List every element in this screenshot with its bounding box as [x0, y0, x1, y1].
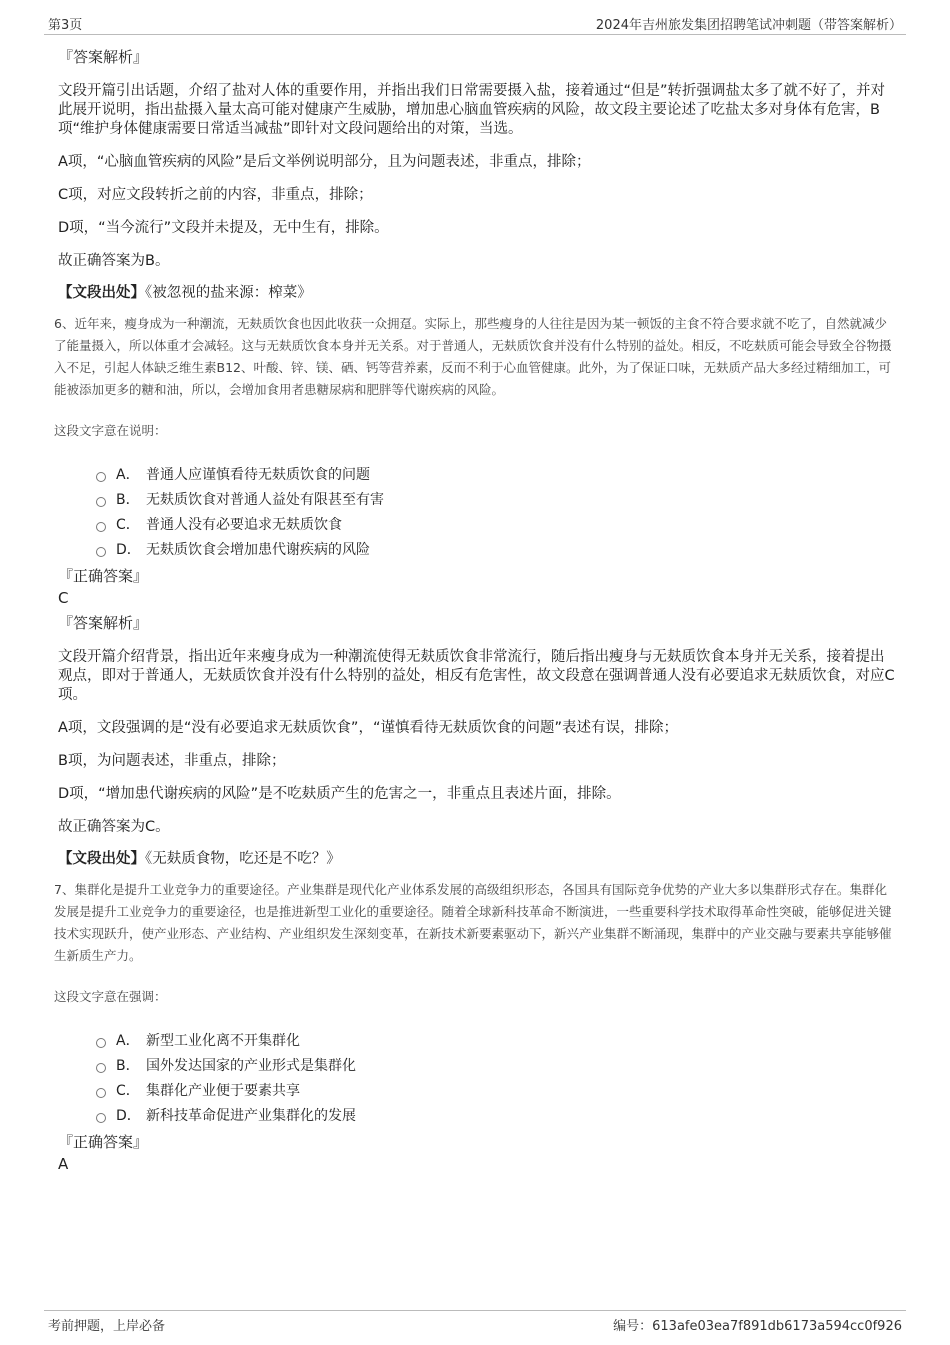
radio-icon[interactable] — [96, 497, 106, 507]
q6-source-title: 《无麸质食物，吃还是不吃？》 — [145, 851, 341, 867]
radio-icon[interactable] — [96, 1088, 106, 1098]
q6-analysis-label: 『答案解析』 — [58, 614, 149, 632]
document-body — [54, 42, 896, 1174]
q6-prompt: 这段文字意在说明： — [54, 423, 167, 438]
q7-option-a[interactable] — [96, 1027, 896, 1052]
q5-analysis-label: 『答案解析』 — [58, 48, 149, 66]
option-letter: A． — [116, 466, 140, 483]
option-text: 普通人应谨慎看待无麸质饮食的问题 — [146, 466, 370, 483]
q6-analysis-p4: D项，“增加患代谢疾病的风险”是不吃麸质产生的危害之一，非重点且表述片面，排除。 — [58, 786, 621, 802]
page-footer — [44, 1310, 906, 1335]
q6-question: 6、近年来，瘦身成为一种潮流，无麸质饮食也因此收获一众拥趸。实际上，那些瘦身的人往往是因为某一顿饭的主食不符合要求就不吃了，自然就减少了能量摄入，所以体重才会减轻。这与无麸质饮食本身并无关系。对于普通人，无麸质饮食并没有什么特别的益处。相反，不吃麸质可能会导致全谷物摄入不足，引起人体缺乏维生素B12、叶酸、锌、镁、硒、钙等营养素，反而不利于心血管健康。此外，为了保证口味，无麸质产品大多经过精细加工，可能被添加更多的糖和油，所以，会增加食用者患糖尿病和肥胖等代谢疾病的风险。 — [54, 316, 892, 397]
footer-slogan: 考前押题，上岸必备 — [48, 1319, 166, 1334]
document-title: 2024年吉州旅发集团招聘笔试冲刺题（带答案解析） — [595, 18, 902, 33]
option-text: 集群化产业便于要素共享 — [146, 1082, 300, 1099]
radio-icon[interactable] — [96, 1063, 106, 1073]
radio-icon[interactable] — [96, 1038, 106, 1048]
q7-question: 7、集群化是提升工业竞争力的重要途径。产业集群是现代化产业体系发展的高级组织形态，各国具有国际竞争优势的产业大多以集群形式存在。集群化发展是提升工业竞争力的重要途径，也是推进新型工业化的重要途径。随着全球新科技革命不断演进，一些重要科学技术取得革命性突破，能够促进关键技术实现跃升，使产业形态、产业结构、产业组织发生深刻变革，在新技术新要素驱动下，新兴产业集群不断涌现，集群中的产业交融与要素共享能够催生新质生产力。 — [54, 882, 892, 963]
q6-source-label: 【文段出处】 — [58, 851, 145, 867]
page-number: 第3页 — [48, 18, 83, 33]
option-letter: C． — [116, 1082, 140, 1099]
q5-analysis-p3: C项，对应文段转折之前的内容，非重点，排除； — [58, 187, 373, 203]
q5-analysis-p5: 故正确答案为B。 — [58, 253, 170, 269]
q7-correct-label: 『正确答案』 — [58, 1133, 149, 1151]
q6-correct-label: 『正确答案』 — [58, 567, 149, 585]
q6-options — [96, 461, 896, 561]
option-letter: A． — [116, 1032, 140, 1049]
option-text: 国外发达国家的产业形式是集群化 — [146, 1057, 356, 1074]
q6-source — [58, 849, 896, 869]
q6-analysis-p1: 文段开篇介绍背景，指出近年来瘦身成为一种潮流使得无麸质饮食非常流行，随后指出瘦身与无麸质饮食本身并无关系，接着提出观点，即对于普通人，无麸质饮食并没有什么特别的益处，相反有危害性，故文段意在强调普通人没有必要追求无麸质饮食，对应C项。 — [58, 649, 895, 703]
q6-analysis-p5: 故正确答案为C。 — [58, 819, 170, 835]
option-letter: D． — [116, 541, 141, 558]
q6-correct-answer: C — [58, 589, 69, 607]
option-letter: D． — [116, 1107, 141, 1124]
option-letter: C． — [116, 516, 140, 533]
q5-source — [58, 283, 896, 303]
q7-option-b[interactable] — [96, 1052, 896, 1077]
option-text: 无麸质饮食会增加患代谢疾病的风险 — [146, 541, 370, 558]
option-text: 无麸质饮食对普通人益处有限甚至有害 — [146, 491, 384, 508]
q7-option-c[interactable] — [96, 1077, 896, 1102]
q6-option-d[interactable] — [96, 536, 896, 561]
option-text: 新科技革命促进产业集群化的发展 — [146, 1107, 356, 1124]
q7-option-d[interactable] — [96, 1102, 896, 1127]
option-letter: B． — [116, 491, 140, 508]
q6-option-a[interactable] — [96, 461, 896, 486]
option-text: 新型工业化离不开集群化 — [146, 1032, 300, 1049]
q6-analysis-p3: B项，为问题表述，非重点，排除； — [58, 753, 286, 769]
q6-option-c[interactable] — [96, 511, 896, 536]
q7-prompt: 这段文字意在强调： — [54, 989, 167, 1004]
option-letter: B． — [116, 1057, 140, 1074]
q7-correct-answer: A — [58, 1155, 69, 1173]
q6-analysis-p2: A项，文段强调的是“没有必要追求无麸质饮食”，“谨慎看待无麸质饮食的问题”表述有误，排除； — [58, 720, 678, 736]
radio-icon[interactable] — [96, 547, 106, 557]
q5-source-label: 【文段出处】 — [58, 285, 145, 301]
radio-icon[interactable] — [96, 1113, 106, 1123]
q5-analysis-p1: 文段开篇引出话题，介绍了盐对人体的重要作用，并指出我们日常需要摄入盐，接着通过“但是”转折强调盐太多了就不好了，并对此展开说明，指出盐摄入量太高可能对健康产生威胁，增加患心脑血管疾病的风险，故文段主要论述了吃盐太多对身体有危害，B项“维护身体健康需要日常适当减盐”即针对文段问题给出的对策，当选。 — [58, 83, 886, 137]
q6-option-b[interactable] — [96, 486, 896, 511]
q5-source-title: 《被忽视的盐来源：榨菜》 — [145, 285, 312, 301]
q5-analysis-p2: A项，“心脑血管疾病的风险”是后文举例说明部分，且为问题表述，非重点，排除； — [58, 154, 591, 170]
page-header — [44, 12, 906, 35]
q5-analysis-p4: D项，“当今流行”文段并未提及，无中生有，排除。 — [58, 220, 389, 236]
radio-icon[interactable] — [96, 522, 106, 532]
document-code: 编号：613afe03ea7f891db6173a594cc0f926 — [613, 1319, 902, 1334]
option-text: 普通人没有必要追求无麸质饮食 — [146, 516, 342, 533]
radio-icon[interactable] — [96, 472, 106, 482]
q7-options — [96, 1027, 896, 1127]
